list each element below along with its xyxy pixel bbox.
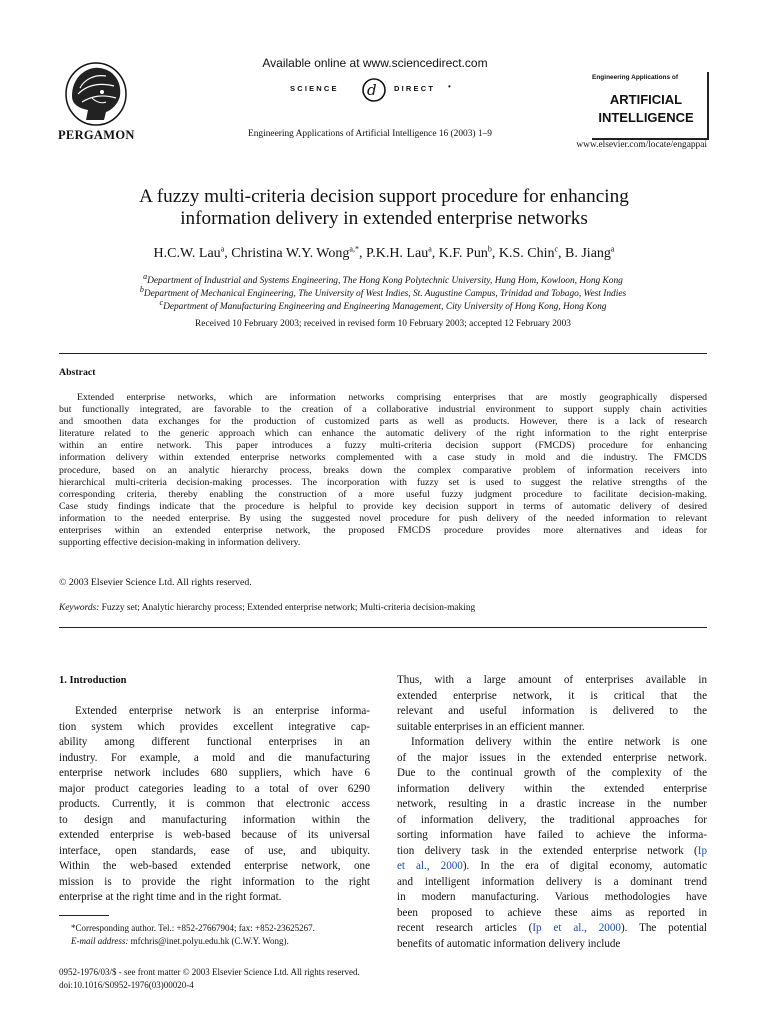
body-line: Thus, with a large amount of enterprises available in	[397, 674, 707, 686]
paper-title-line-1: A fuzzy multi-criteria decision support procedure for enhancing	[139, 186, 629, 207]
abstract-line: enterprises within an extended enterprise network, the proposed FMCDS procedure provides more alternatives and ideas for	[59, 525, 707, 537]
author-affiliation-mark: a	[428, 244, 432, 254]
sd-right-word: DIRECT	[394, 84, 436, 93]
available-online-text: Available online at www.sciencedirect.com	[262, 56, 488, 70]
body-line: and intelligent information delivery is a dominant trend	[397, 875, 707, 888]
at-symbol-icon	[356, 76, 392, 102]
author-affiliation-mark: c	[554, 244, 559, 254]
body-line: extended enterprise network, it is critical that the	[397, 689, 707, 702]
body-line: et al., 2000). In the era of digital economy, automatic	[397, 860, 707, 872]
sciencedirect-logo	[290, 76, 470, 102]
footer-doi[interactable]: doi:10.1016/S0952-1976(03)00020-4	[59, 980, 194, 990]
abstract-line: information to the needed enterprise. By using the suggested novel procedure for push delivery of the needed information to relevant	[59, 512, 707, 524]
abstract-line: supporting effective decision-making in information delivery.	[59, 537, 301, 549]
intro-left-column	[59, 704, 370, 906]
body-line: Within the web-based extended enterprise network, one	[59, 860, 370, 872]
abstract-line: procedure, based on an analytic hierarchy process, breaks down the complex comparative problem of information receivers into	[59, 464, 707, 476]
body-line: recent research articles (Ip et al., 2000). The potential	[397, 922, 707, 934]
body-line: major product categories leading to a total of over 6290	[59, 782, 370, 795]
affiliation-a: $^a$Department of Industrial and Systems Engineering, The Hong Kong Polytechnic University, Hung Hom, Kowloon, Hong Kong	[143, 271, 623, 286]
body-line: been proposed to achieve these aims as reported in	[397, 906, 707, 919]
journal-url[interactable]: www.elsevier.com/locate/engappai	[576, 140, 707, 150]
body-line: network, resulting in a drastic increase in the number	[397, 798, 707, 810]
author-name: H.C.W. Lau	[153, 246, 221, 261]
author-name: Christina W.Y. Wong	[231, 246, 350, 261]
section-heading: 1. Introduction	[59, 675, 127, 686]
abstract-line: Extended enterprise networks, which are information networks comprising enterprises that are mostly geographically dispersed	[77, 392, 707, 403]
keywords-line	[59, 603, 475, 613]
sd-dot: •	[448, 82, 451, 91]
footer	[59, 966, 360, 992]
body-line: ability among different functional enterprises in an	[59, 736, 370, 748]
publisher-name: PERGAMON	[58, 128, 135, 142]
affiliation-c: $^c$Department of Manufacturing Engineering and Engineering Management, City University of Hong Kong, Hong Kong	[159, 297, 607, 312]
journal-big-title-1: ARTIFICIAL	[609, 92, 683, 107]
abstract-copyright: © 2003 Elsevier Science Ltd. All rights reserved.	[59, 577, 252, 588]
journal-big-title-2: INTELLIGENCE	[598, 110, 694, 125]
author-affiliation-mark: a,*	[349, 244, 359, 254]
body-line: extended enterprise is web-based because of its universal	[59, 829, 370, 841]
citation-link[interactable]: Ip	[697, 844, 707, 857]
journal-small-title: Engineering Applications of	[592, 74, 679, 81]
body-line: enterprise network includes 680 suppliers, which have 6	[59, 767, 370, 779]
abstract-line: hierarchical multi-criteria decision-making processes. The incorporation with fuzzy set is used to suggest the relative strengths of the	[59, 476, 707, 488]
body-line: benefits of automatic information delivery include	[397, 937, 621, 950]
abstract-line: but functionally integrated, are favorable to the creation of a collaborative industrial environment to support supply chain activities	[59, 404, 707, 416]
author-name: P.K.H. Lau	[365, 246, 429, 261]
paragraph	[397, 735, 707, 952]
author-affiliation-mark: a	[610, 244, 615, 254]
helmeted-head-icon	[58, 58, 134, 128]
abstract-line: Case study findings indicate that the procedure is helpful to provide key decision support in terms of automatic delivery of desired	[59, 500, 707, 512]
body-line: interface, open standards, ease of use, and ubiquity.	[59, 844, 370, 857]
keywords-text: Fuzzy set; Analytic hierarchy process; Extended enterprise network; Multi-criteria decision-making	[101, 603, 476, 613]
footnote-email: E-mail address: mfchris@inet.polyu.edu.hk (C.W.Y. Wong).	[71, 936, 289, 946]
body-line: Information delivery within the entire network is one	[411, 736, 707, 748]
body-line: tion delivery task in the extended enterprise network (Ip	[397, 844, 707, 857]
body-line: products. Currently, it is common that electronic access	[59, 798, 370, 810]
journal-logo	[592, 72, 709, 140]
affiliation-b: $^b$Department of Mechanical Engineering, The University of West Indies, St. Augustine Campus, Trinidad and Tobago, West Indies	[139, 284, 627, 299]
body-line: suitable enterprises in an efficient manner.	[397, 720, 585, 733]
received-dates: Received 10 February 2003; received in revised form 10 February 2003; accepted 12 February 2003	[195, 319, 571, 329]
body-line: Due to the continual growth of the complexity of the	[397, 767, 707, 779]
abstract-heading: Abstract	[59, 367, 96, 378]
body-line: relevant and useful information is delivered to the	[397, 705, 707, 717]
divider-bottom	[59, 627, 707, 628]
body-line: information delivery within the extended enterprise	[397, 782, 707, 795]
body-line: of the major issues in the extended enterprise network.	[397, 751, 707, 764]
author-affiliation-mark: a	[220, 244, 225, 254]
body-line: of information delivery, the traditional approaches for	[397, 813, 707, 826]
body-line: sorting information have failed to achieve the informa-	[397, 829, 707, 841]
publisher-logo	[58, 58, 134, 128]
author-list: H.C.W. Lau$^a$, Christina W.Y. Wong$^{a,*}$, P.K.H. Lau$^a$, K.F. Pun$^b$, K.S. Chin$^c$, B. Jiang$^a$	[153, 244, 615, 261]
author-name: K.F. Pun	[438, 246, 488, 261]
author-name: B. Jiang	[565, 246, 611, 261]
affiliation-list	[59, 271, 707, 314]
body-line: industry. For example, a mold and die manufacturing	[59, 751, 370, 764]
footnote-corresponding: *Corresponding author. Tel.: +852-27667904; fax: +852-23625267.	[71, 923, 315, 933]
sd-left-word: SCIENCE	[290, 84, 339, 93]
body-line: to design and manufacturing information within the	[59, 813, 370, 826]
footnote-rule	[59, 915, 109, 916]
body-line: in modern manufacturing. Various methodologies have	[397, 891, 707, 903]
author-name: K.S. Chin	[498, 246, 555, 261]
footnote	[59, 922, 370, 948]
keywords-label: Keywords:	[59, 603, 100, 613]
body-line: tion system which provides excellent integrative cap-	[59, 720, 370, 733]
divider-top	[59, 353, 707, 354]
paper-title-line-2: information delivery in extended enterprise networks	[180, 208, 588, 229]
abstract-line: and smoothen data exchanges for the production of customized parts as well as products. However, there is a lack of research	[59, 416, 707, 428]
abstract-line: corresponding criteria, thereby enabling the construction of a more useful fuzzy judgment procedure to facilitate decision-making.	[59, 488, 707, 500]
intro-right-column	[397, 673, 707, 952]
footer-line-1: 0952-1976/03/$ - see front matter © 2003 Elsevier Science Ltd. All rights reserved.	[59, 967, 360, 977]
abstract-line: within an entire network. This paper introduces a fuzzy multi-criteria decision support (FMCDS) procedure for enhancing	[59, 440, 707, 452]
abstract-line: literature related to the generic approach which can enhance the automatic delivery of the right information to the right enterprise	[59, 428, 707, 440]
body-line: Extended enterprise network is an enterprise informa-	[75, 705, 370, 717]
author-affiliation-mark: b	[487, 244, 492, 254]
paragraph	[397, 673, 707, 735]
citation-link[interactable]: et al., 2000	[397, 860, 463, 872]
svg-text:d: d	[367, 81, 377, 99]
citation-link[interactable]: Ip et al., 2000	[532, 922, 621, 934]
journal-citation: Engineering Applications of Artificial Intelligence 16 (2003) 1–9	[248, 129, 492, 139]
body-line: enterprise at the right time and in the right format.	[59, 891, 282, 903]
abstract-body	[59, 392, 707, 549]
email-link[interactable]: mfchris@inet.polyu.edu.hk (C.W.Y. Wong).	[130, 936, 289, 946]
abstract-line: information delivery within extended enterprise networks complemented with a case study in mold and die industry. The FMCDS	[59, 452, 707, 464]
body-line: mission is to provide the right information to the right	[59, 875, 370, 888]
